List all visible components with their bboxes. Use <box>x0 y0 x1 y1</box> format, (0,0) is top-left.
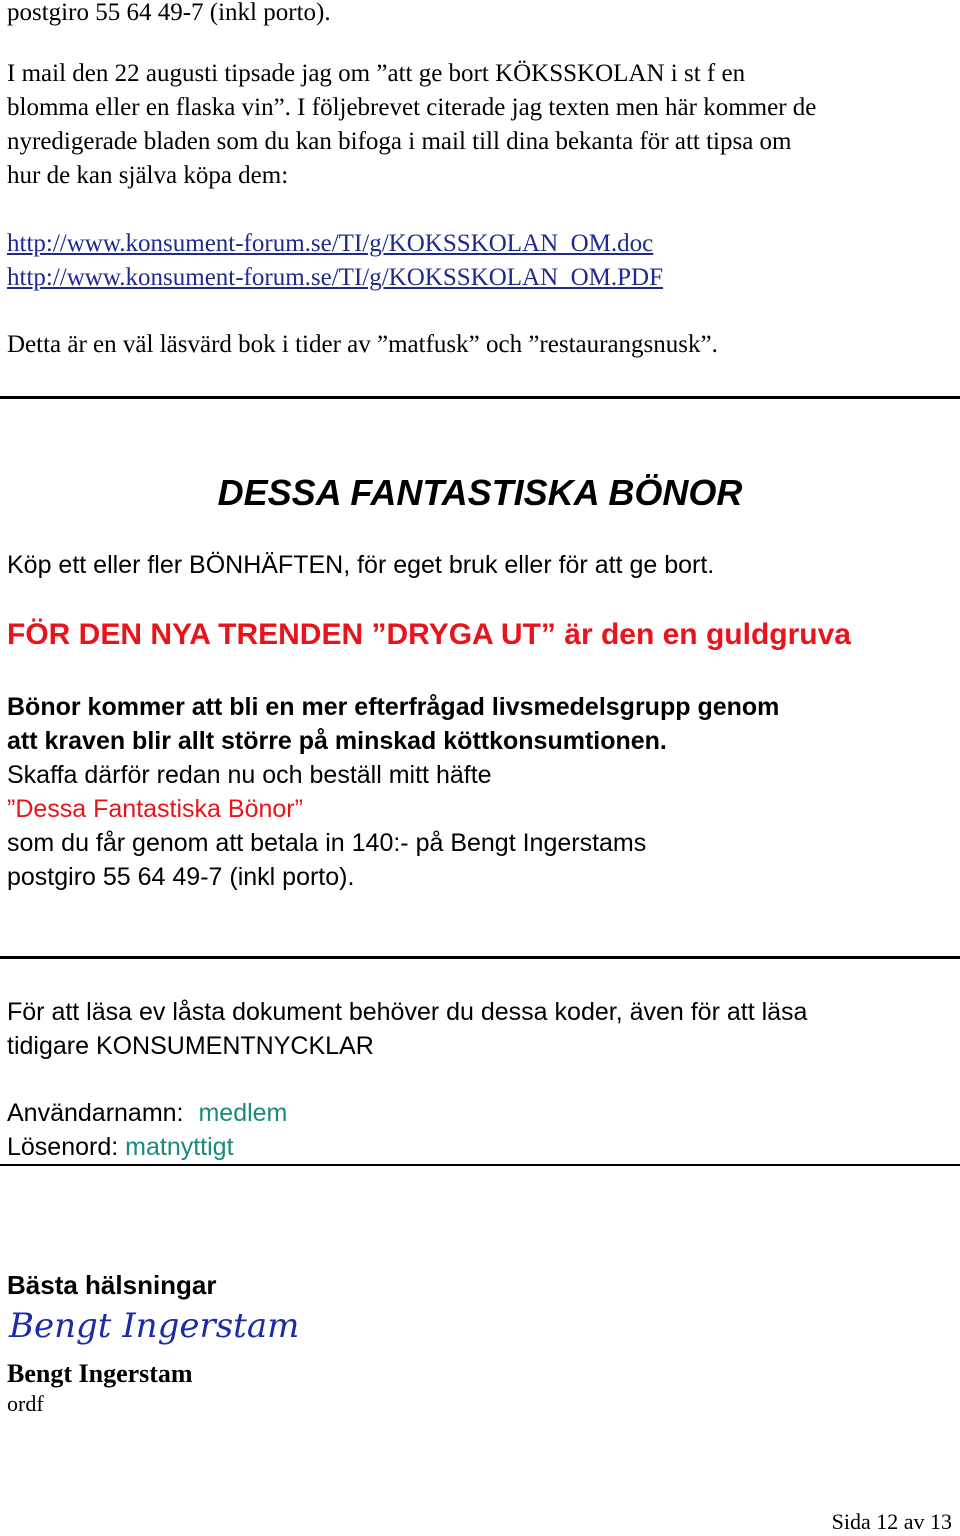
booklet-name: ”Dessa Fantastiska Bönor” <box>7 795 303 823</box>
bold-line: att kraven blir allt större på minskad köttkonsumtionen. <box>7 727 667 755</box>
trend-line: FÖR DEN NYA TRENDEN ”DRYGA UT” är den en guldgruva <box>7 618 851 651</box>
postgiro-line: postgiro 55 64 49-7 (inkl porto). <box>7 863 355 891</box>
pdf-link[interactable]: http://www.konsument-forum.se/TI/g/KOKSSKOLAN_OM.PDF <box>7 264 664 291</box>
bold-line: Bönor kommer att bli en mer efterfrågad livsmedelsgrupp genom <box>7 693 780 721</box>
link-list <box>7 227 663 295</box>
doc-link[interactable]: http://www.konsument-forum.se/TI/g/KOKSSKOLAN_OM.doc <box>7 230 654 257</box>
username-row <box>7 1096 287 1130</box>
divider <box>0 1164 960 1166</box>
password-value: matnyttigt <box>125 1133 234 1161</box>
password-row <box>7 1130 287 1164</box>
codes-intro-line: tidigare KONSUMENTNYCKLAR <box>7 1032 374 1060</box>
divider <box>0 956 960 959</box>
signer-name: Bengt Ingerstam <box>7 1359 193 1388</box>
username-value: medlem <box>198 1099 288 1127</box>
greeting: Bästa hälsningar <box>7 1270 217 1300</box>
password-label: Lösenord: <box>7 1133 119 1161</box>
pay-line: som du får genom att betala in 140:- på Bengt Ingerstams <box>7 829 647 857</box>
recommendation-text: Detta är en väl läsvärd bok i tider av ”matfusk” och ”restaurangsnusk”. <box>7 331 718 358</box>
divider <box>0 396 960 399</box>
order-line: Skaffa därför redan nu och beställ mitt häfte <box>7 761 492 789</box>
section-title: DESSA FANTASTISKA BÖNOR <box>217 472 743 513</box>
mail-line: nyredigerade bladen som du kan bifoga i mail till dina bekanta för att tipsa om <box>7 128 792 155</box>
codes-intro-line: För att läsa ev låsta dokument behöver du dessa koder, även för att läsa <box>7 998 808 1026</box>
codes-intro <box>7 995 807 1063</box>
mail-line: blomma eller en flaska vin”. I följebrevet citerade jag texten men här kommer de <box>7 94 817 121</box>
signer-role: ordf <box>7 1391 44 1416</box>
page-number: Sida 12 av 13 <box>831 1509 952 1534</box>
signature: Bengt Ingerstam <box>9 1306 300 1346</box>
mail-line: I mail den 22 augusti tipsade jag om ”att ge bort KÖKSSKOLAN i st f en <box>7 60 746 87</box>
username-label: Användarnamn: <box>7 1099 184 1127</box>
top-fragment: postgiro 55 64 49-7 (inkl porto). <box>7 0 331 26</box>
mail-line: hur de kan själva köpa dem: <box>7 162 289 189</box>
mail-paragraph <box>7 57 816 193</box>
beans-text <box>7 690 779 894</box>
buy-line: Köp ett eller fler BÖNHÄFTEN, för eget bruk eller för att ge bort. <box>7 551 715 579</box>
credentials <box>7 1096 287 1164</box>
